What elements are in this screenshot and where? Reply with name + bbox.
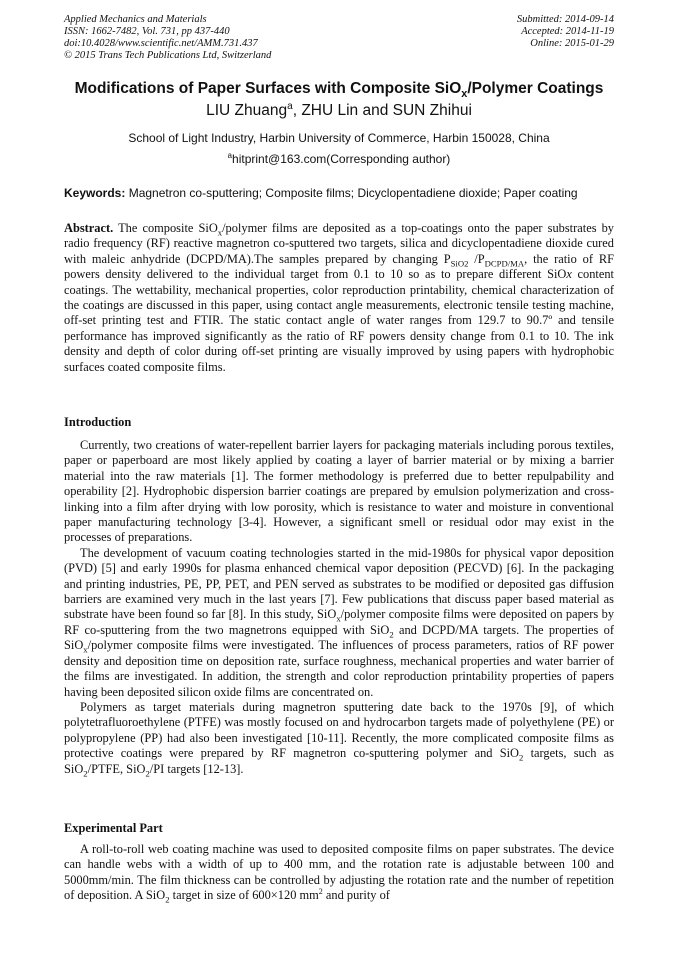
experimental-body <box>64 842 614 904</box>
journal-issn: ISSN: 1662-7482, Vol. 731, pp 437-440 <box>64 26 230 37</box>
intro-paragraph-1: Currently, two creations of water-repellent barrier layers for packaging materials including porous textiles, paper or paperboard are most likely applied by coating a layer of barrier material or by mixing a barrier material into the raw materials [1]. The former methodology is preferred due to better repulpability and operability [2]. Hydrophobic dispersion barrier coatings are prepared by emulsion polymerization and cross-linking into a film after drying with low porosity, which is resistance to water and moisture in conventional paper manufacturing technology [3-4]. However, a significant smell or residual odor may exist in the processes of preparations. <box>64 438 614 545</box>
accepted-date: Accepted: 2014-11-19 <box>521 26 614 37</box>
intro-paragraph-2: The development of vacuum coating technologies started in the mid-1980s for physical vapor deposition (PVD) [5] and early 1990s for plasma enhanced chemical vapor deposition (PECVD) [6]. In the packaging and printing industries, PE, PP, PET, and PEN served as substrates to be modified or deposited gas diffusion barriers are examined very much in the last years [7]. Few publications that discuss paper based material as substrate have been found so far [8]. In this study, SiO$_x$/polymer composite films were deposited on papers by RF co-sputtering from the two magnetrons equipped with SiO$_2$ and DCPD/MA targets. The properties of SiO$_x$/polymer composite films were investigated. The influences of process parameters, ratios of RF power density and deposition time on deposition rate, surface roughness, mechanical properties and water barrier of the films are investigated. In addition, the strength and color reproduction printability properties of papers having been deposited silicon oxide films are concentrated on. <box>64 545 615 699</box>
abstract-label: Abstract. <box>64 221 114 235</box>
dates-header <box>517 14 614 50</box>
author-list: LIU Zhuang$^a$, ZHU Lin and SUN Zhihui <box>206 100 472 119</box>
corresponding-email: $^a$hitprint@163.com(Corresponding author) <box>227 151 451 166</box>
online-date: Online: 2015-01-29 <box>530 38 614 49</box>
experimental-heading: Experimental Part <box>64 821 163 835</box>
intro-paragraph-3: Polymers as target materials during magnetron sputtering date back to the 1970s [9], of which polytetrafluoroethylene (PTFE) was mostly focused on and hydrocarbon targets made of polyethylene (PE) or polypropylene (PP) had also been investigated [10-11]. Recently, the more complicated composite films as protective coatings were prepared by RF magnetron co-sputtering polymer and SiO$_2$ targets, such as SiO$_2$/PTFE, SiO$_2$/PI targets [12-13]. <box>64 699 614 778</box>
experimental-paragraph-1: A roll-to-roll web coating machine was used to deposited composite films on paper substrates. The device can handle webs with a width of up to 400 mm, and the rotation rate is adjustable between 100 and 5000mm/min. The film thickness can be controlled by adjusting the rotation rate and the number of repetition of deposition. A SiO$_2$ target in size of 600×120 $mm^2$ and purity of <box>64 842 614 905</box>
keywords-label: Keywords: <box>64 186 126 200</box>
paper-title: Modifications of Paper Surfaces with Composite SiO$_x$/Polymer Coatings <box>74 80 604 101</box>
keywords <box>64 186 624 200</box>
journal-name: Applied Mechanics and Materials <box>64 14 207 25</box>
affiliation: School of Light Industry, Harbin University of Commerce, Harbin 150028, China <box>128 131 550 145</box>
introduction-body <box>64 438 614 777</box>
introduction-heading: Introduction <box>64 415 132 429</box>
journal-doi: doi:10.4028/www.scientific.net/AMM.731.437 <box>64 38 258 49</box>
journal-copyright: © 2015 Trans Tech Publications Ltd, Switzerland <box>64 50 272 61</box>
keywords-text: Magnetron co-sputtering; Composite films; Dicyclopentadiene dioxide; Paper coating <box>125 186 578 200</box>
abstract: Abstract. The composite SiO$_x$/polymer films are deposited as a top-coatings onto the paper substrates by radio frequency (RF) reactive magnetron co-sputtered two targets, silica and dicyclopentadiene dioxide cured with maleic anhydride (DCPD/MA).The samples prepared by changing $P_{SiO2}$ $/P_{DCPD/MA}$, the ratio of RF powers density delivered to the individual target from 0.1 to 10 so as to prepare different SiOx content coatings. The wettability, mechanical properties, color reproduction printability, chemical characterization of the coatings are discussed in this paper, using contact angle measurements, electronic tensile testing machine, off-set printing test and FTIR. The static contact angle of water ranges from 129.7 to 90.7º and tensile performance has improved significantly as the ratio of RF powers density change from 0.1 to 10. The ink density and depth of color during off-set printing are visually improved by using papers with hydrophobic surfaces coated composite films. <box>64 221 615 374</box>
submitted-date: Submitted: 2014-09-14 <box>516 14 614 25</box>
journal-header <box>64 14 271 62</box>
